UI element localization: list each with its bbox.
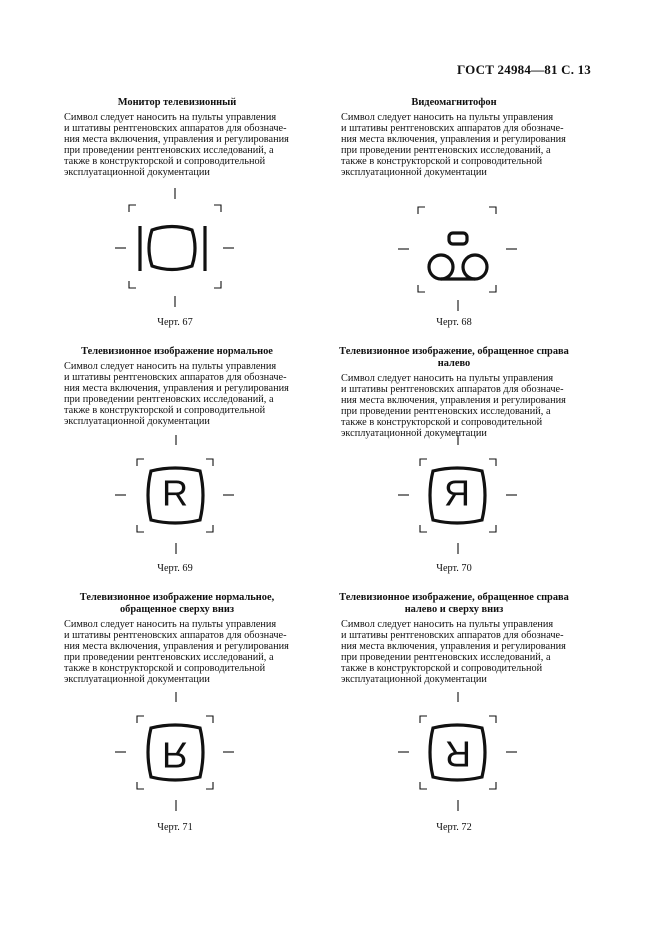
- tv-monitor-symbol: [115, 188, 235, 308]
- section-description: Символ следует наносить на пульты управления и штативы рентгеновских аппаратов для обозначе- ния места включения, управления и регулирования при проведении рентгеновских исследований, а также в конструкторской и сопроводительной эксплуатационной документации: [64, 361, 289, 428]
- section-description: Символ следует наносить на пульты управления и штативы рентгеновских аппаратов для обозначе- ния места включения, управления и регулирования при проведении рентгеновских исследований, а также в конструкторской и сопроводительной эксплуатационной документации: [341, 373, 566, 440]
- video-recorder-symbol: [398, 192, 518, 312]
- section-tv-image-rotated: [327, 592, 581, 686]
- section-monitor: [50, 97, 304, 179]
- section-title: Видеомагнитофон: [411, 97, 497, 108]
- figure-caption: Черт. 72: [436, 822, 472, 833]
- glyph-r-rotated: R: [445, 733, 471, 775]
- tv-image-mirrored-symbol: [398, 435, 518, 555]
- section-title: Телевизионное изображение нормальное, обращенное сверху вниз: [79, 592, 275, 615]
- page-header: ГОСТ 24984—81 С. 13: [457, 62, 591, 77]
- section-tv-image-upside-down: [50, 592, 304, 686]
- glyph-r-flipped: R: [162, 734, 188, 776]
- section-title: Телевизионное изображение, обращенное справа налево и сверху вниз: [339, 592, 569, 615]
- glyph-r-mirrored: R: [444, 472, 470, 514]
- section-title: Монитор телевизионный: [117, 97, 237, 108]
- figure-caption: Черт. 71: [157, 822, 193, 833]
- section-tv-image-mirrored: [327, 346, 581, 440]
- section-description: Символ следует наносить на пульты управления и штативы рентгеновских аппаратов для обозначе- ния места включения, управления и регулирования при проведении рентгеновских исследований, а также в конструкторской и сопроводительной эксплуатационной документации: [64, 619, 289, 686]
- section-description: Символ следует наносить на пульты управления и штативы рентгеновских аппаратов для обозначе- ния места включения, управления и регулирования при проведении рентгеновских исследований, а также в конструкторской и сопроводительной эксплуатационной документации: [341, 112, 566, 179]
- section-title: Телевизионное изображение нормальное: [81, 346, 273, 357]
- section-video-recorder: [327, 97, 581, 179]
- tv-image-upside-down-symbol: [115, 692, 235, 812]
- glyph-r: R: [162, 472, 188, 514]
- tv-image-normal-symbol: [115, 435, 235, 555]
- section-description: Символ следует наносить на пульты управления и штативы рентгеновских аппаратов для обозначе- ния места включения, управления и регулирования при проведении рентгеновских исследований, а также в конструкторской и сопроводительной эксплуатационной документации: [341, 619, 566, 686]
- figure-caption: Черт. 69: [157, 563, 193, 574]
- figure-caption: Черт. 68: [436, 317, 472, 328]
- figure-caption: Черт. 70: [436, 563, 472, 574]
- tv-image-rotated-symbol: [398, 692, 518, 812]
- section-title: Телевизионное изображение, обращенное справа налево: [339, 346, 569, 369]
- section-tv-image-normal: [50, 346, 304, 428]
- section-description: Символ следует наносить на пульты управления и штативы рентгеновских аппаратов для обозначе- ния места включения, управления и регулирования при проведении рентгеновских исследований, а также в конструкторской и сопроводительной эксплуатационной документации: [64, 112, 289, 179]
- figure-caption: Черт. 67: [157, 317, 193, 328]
